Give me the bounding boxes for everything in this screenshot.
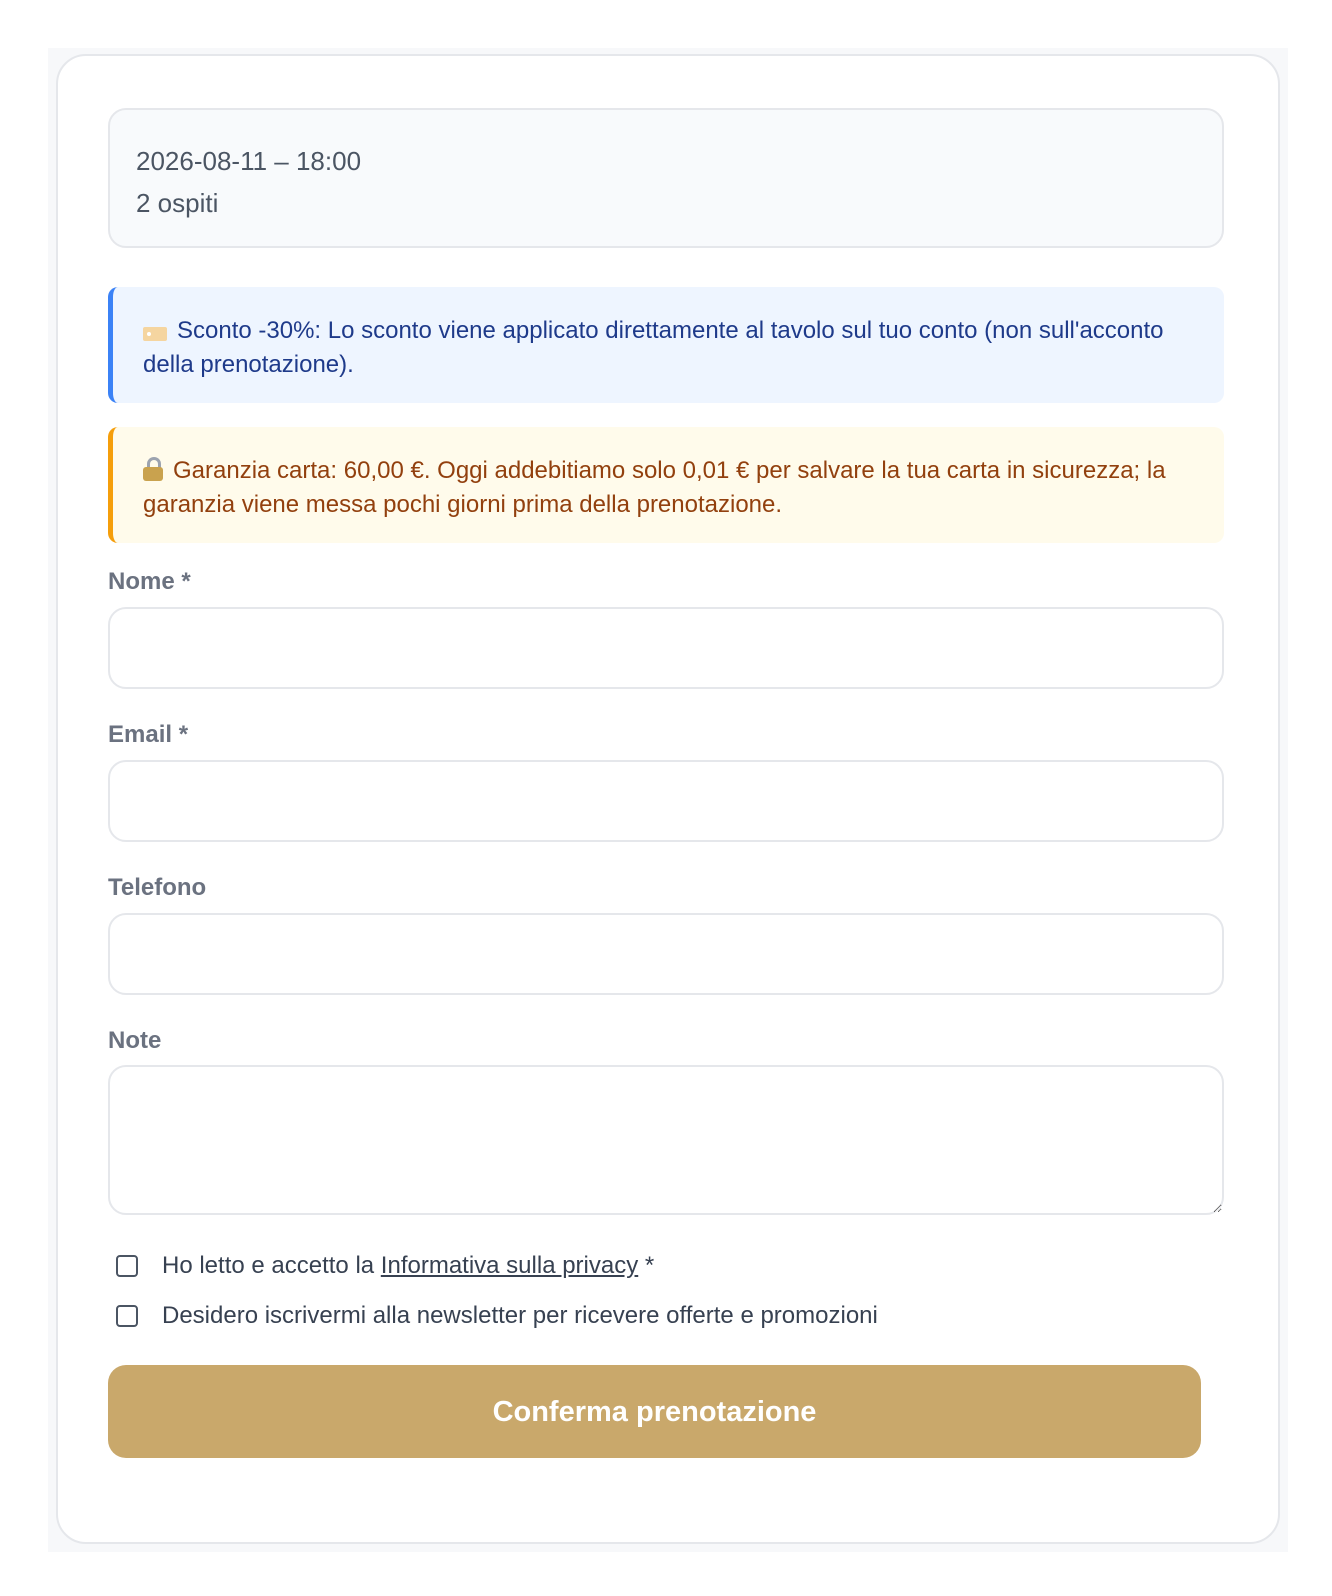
name-label: Nome * <box>108 568 191 595</box>
discount-notice-text: Sconto -30%: Lo sconto viene applicato direttamente al tavolo sul tuo conto (non sull'acconto della prenotazione). <box>143 317 1164 378</box>
phone-label: Telefono <box>108 874 207 901</box>
newsletter-checkbox[interactable] <box>116 1305 138 1327</box>
name-input[interactable] <box>108 607 1224 689</box>
email-label: Email * <box>108 721 189 748</box>
booking-datetime: 2026-08-11 – 18:00 <box>136 146 362 176</box>
notes-label: Note <box>108 1027 162 1054</box>
lock-icon <box>143 457 163 481</box>
email-input[interactable] <box>108 760 1224 842</box>
newsletter-consent-row[interactable] <box>116 1299 878 1333</box>
discount-notice <box>108 287 1224 403</box>
card-guarantee-notice-text: Garanzia carta: 60,00 €. Oggi addebitiamo solo 0,01 € per salvare la tua carta in sicurezza; la garanzia viene messa pochi giorni prima della prenotazione. <box>143 457 1166 518</box>
booking-summary <box>108 108 1224 248</box>
tag-icon <box>143 327 167 341</box>
confirm-booking-button[interactable]: Conferma prenotazione <box>108 1365 1201 1458</box>
privacy-consent-row[interactable] <box>116 1249 654 1283</box>
privacy-policy-link[interactable]: Informativa sulla privacy <box>380 1252 639 1279</box>
booking-guests: 2 ospiti <box>136 188 219 218</box>
phone-input[interactable] <box>108 913 1224 995</box>
privacy-checkbox[interactable] <box>116 1255 138 1277</box>
card-guarantee-notice <box>108 427 1224 543</box>
privacy-consent-prefix: Ho letto e accetto la <box>162 1252 381 1279</box>
notes-textarea[interactable] <box>108 1065 1224 1215</box>
newsletter-consent-label: Desidero iscrivermi alla newsletter per ricevere offerte e promozioni <box>162 1302 878 1329</box>
privacy-required-marker: * <box>638 1252 655 1279</box>
